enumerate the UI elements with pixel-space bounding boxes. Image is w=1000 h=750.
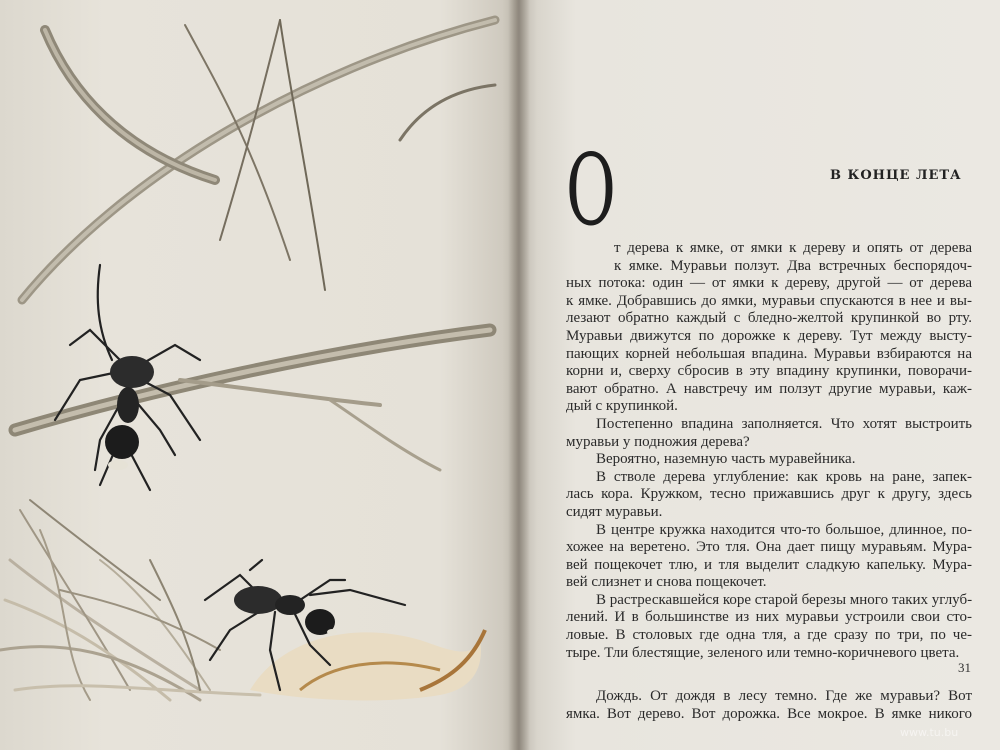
upper-ant-icon [55, 265, 200, 490]
text-line: Муравьи движутся по дорожке к дереву. Тут между высту- [566, 327, 972, 344]
text-line: ямка. Вот дерево. Вот дорожка. Все мокрое. В ямке никого [566, 705, 972, 722]
text-line: В стволе дерева углубление: как кровь на ране, запек- [596, 468, 972, 485]
text-line: т дерева к ямке, от ямки к дереву и опять от дерева [614, 240, 972, 256]
straw-nest-icon [0, 500, 260, 700]
text-line: вей пощекочет тлю, и тля выделит сладкую капельку. Мура- [566, 556, 972, 573]
text-line: лений. И в большинстве из них муравьи устроили свои сто- [566, 609, 972, 626]
text-line: тыре. Тли блестящие, зеленого или темно-коричневого цвета. [566, 644, 960, 661]
text-line: В растрескавшейся коре старой березы много таких углуб- [596, 591, 973, 608]
text-line: к ямке. Добравшись до ямки, муравьи спускаются в нее и вы- [566, 292, 972, 309]
text-line: к ямке. Муравьи ползут. Два встречных беспорядоч- [614, 257, 972, 274]
ants-on-grass-illustration [0, 0, 518, 710]
book-gutter [508, 0, 530, 750]
text-line: корни и, сверху сбросив в эту впадину крупинки, поворачи- [566, 363, 972, 380]
paragraph [566, 688, 972, 723]
paragraph [566, 240, 972, 416]
grass-blades-icon [15, 20, 495, 470]
text-line: ловые. В столовых где одна тля, а где сразу по три, по че- [566, 627, 972, 644]
feather-icon [250, 630, 485, 700]
text-line: вей слизнет и снова пощекочет. [566, 574, 767, 591]
text-line: Дождь. От дождя в лесу темно. Где же муравьи? Вот [596, 688, 972, 705]
text-line: В центре кружка находится что-то большое, длинное, по- [596, 521, 972, 538]
paragraph [566, 416, 972, 451]
text-line: пающих корней небольшая впадина. Муравьи взбираются на [566, 345, 972, 362]
chapter-text [566, 240, 972, 723]
paragraph [566, 592, 972, 662]
section-title: В КОНЦЕ ЛЕТА [830, 168, 962, 183]
text-line: ных потока: один — от ямки к дереву, другой — от дерева [566, 275, 972, 292]
text-line: дый с крупинкой. [566, 398, 678, 415]
text-line: вают обратно. А навстречу им ползут другие муравьи, каж- [566, 380, 972, 397]
paragraph [566, 451, 972, 469]
text-line: Вероятно, наземную часть муравейника. [596, 451, 856, 468]
watermark: www.tu.bu [900, 726, 959, 739]
text-line: лезают обратно каждый с бледно-желтой крупинкой во рту. [566, 310, 972, 327]
paragraph [566, 522, 972, 592]
text-line: хожее на веретено. Это тля. Она дает пищу муравьям. Мура- [566, 539, 972, 556]
text-line: лась кора. Кружком, тесно прижавшись друг к другу, здесь [566, 486, 972, 503]
paragraph [566, 469, 972, 522]
text-line: сидят муравьи. [566, 503, 663, 520]
section-break [566, 662, 972, 688]
page-number: 31 [958, 660, 971, 675]
text-line: муравьи у подножия дерева? [566, 433, 750, 450]
drop-cap: О [566, 134, 616, 248]
text-line: Постепенно впадина заполняется. Что хотят выстроить [596, 415, 972, 432]
